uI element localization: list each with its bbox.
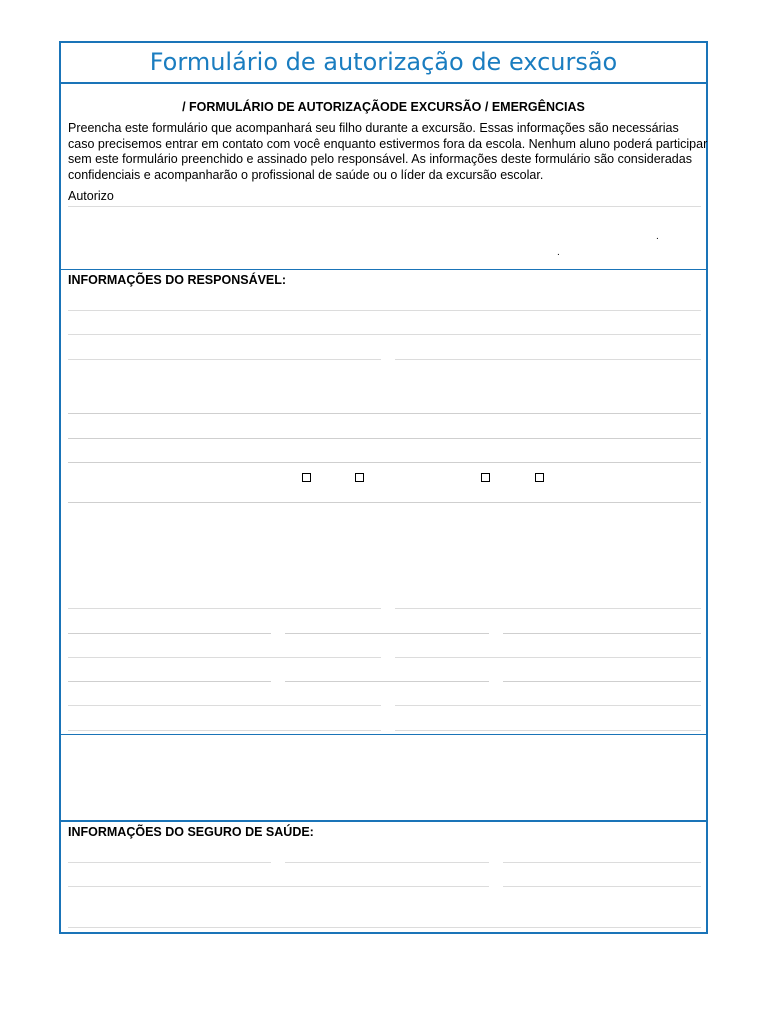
contact-field-line[interactable] [503,633,701,634]
guardian-field-line[interactable] [68,310,701,311]
contact-field-line[interactable] [395,608,701,609]
guardian-field-line[interactable] [68,438,701,439]
contact-field-line[interactable] [395,705,701,706]
field-trip-authorization-form [59,41,708,934]
insurance-field-line[interactable] [68,886,489,887]
contact-field-line[interactable] [285,633,489,634]
contact-field-line[interactable] [395,657,701,658]
guardian-field-line[interactable] [68,359,381,360]
section-divider [61,269,706,270]
form-instructions: Preencha este formulário que acompanhará seu filho durante a excursão. Essas informações são necessárias caso precisemos entrar em contato com você enquanto estivermos fora da escola. Nenhum aluno poderá participar sem este formulário preenchido e assinado pelo responsável. As informações deste formulário são consideradas confidenciais e acompanharão o profissional de saúde ou o líder da excursão escolar. [68,121,708,182]
insurance-field-line[interactable] [68,862,271,863]
guardian-field-line[interactable] [68,462,701,463]
contact-field-line[interactable] [68,633,271,634]
insurance-field-line[interactable] [68,927,701,928]
contact-field-line[interactable] [68,657,381,658]
guardian-field-line[interactable] [68,502,701,503]
contact-field-line[interactable] [68,705,381,706]
guardian-field-line[interactable] [395,359,701,360]
authorize-field-line[interactable] [68,206,701,207]
dot-mark: . [557,247,560,258]
form-subtitle: / FORMULÁRIO DE AUTORIZAÇÃODE EXCURSÃO / EMERGÊNCIAS [182,100,585,114]
option-checkbox[interactable] [355,473,364,482]
option-checkbox[interactable] [535,473,544,482]
contact-field-line[interactable] [68,608,381,609]
form-title: Formulário de autorização de excursão [61,43,706,84]
insurance-field-line[interactable] [285,862,489,863]
guardian-field-line[interactable] [68,413,701,414]
dot-mark: . [656,231,659,242]
section-divider [61,820,706,822]
insurance-field-line[interactable] [503,862,701,863]
section-divider [61,734,706,735]
contact-field-line[interactable] [68,681,271,682]
contact-field-line[interactable] [68,730,381,731]
guardian-field-line[interactable] [68,334,701,335]
guardian-section-heading: INFORMAÇÕES DO RESPONSÁVEL: [68,273,287,287]
option-checkbox[interactable] [302,473,311,482]
authorize-label: Autorizo [68,189,114,203]
insurance-field-line[interactable] [503,886,701,887]
contact-field-line[interactable] [503,681,701,682]
contact-field-line[interactable] [285,681,489,682]
contact-field-line[interactable] [395,730,701,731]
option-checkbox[interactable] [481,473,490,482]
insurance-section-heading: INFORMAÇÕES DO SEGURO DE SAÚDE: [68,825,314,839]
